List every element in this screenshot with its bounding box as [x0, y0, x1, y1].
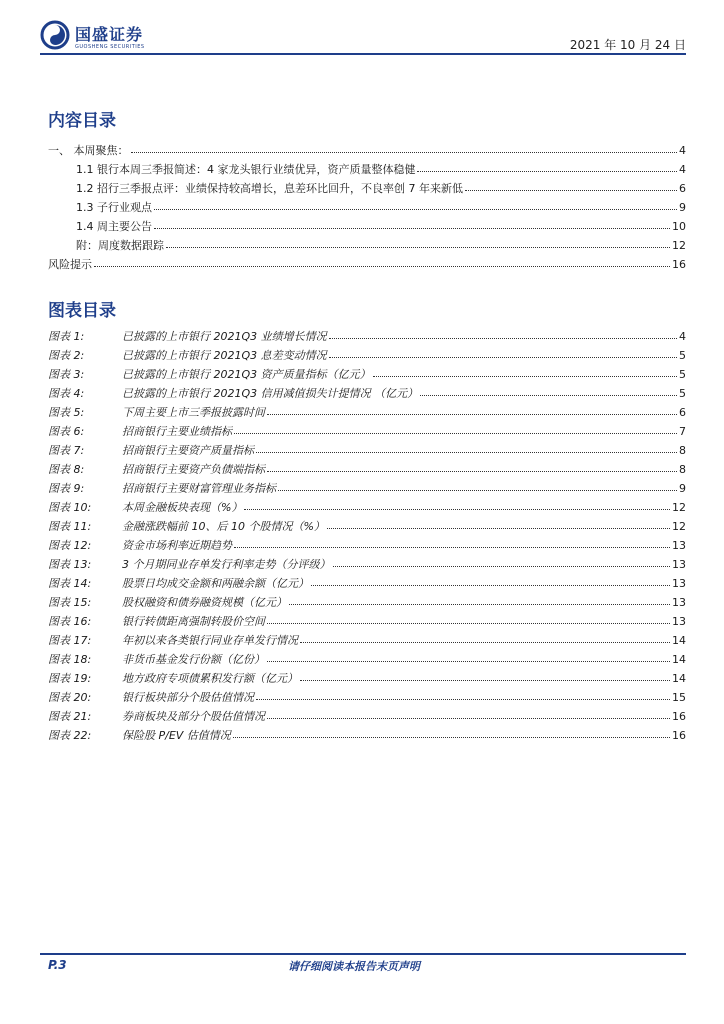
figure-number: 图表 19: [48, 672, 92, 685]
figure-page: 7 [679, 425, 686, 438]
logo-text: 国盛证券 [75, 25, 144, 44]
figure-number: 图表 1: [48, 330, 85, 343]
figure-number: 图表 4: [48, 387, 85, 400]
dot-leader [94, 257, 670, 267]
figure-page: 5 [679, 368, 686, 381]
figure-page: 14 [672, 653, 686, 666]
figure-entry[interactable] [48, 537, 686, 555]
figure-number: 图表 13: [48, 558, 92, 571]
figure-title: 金融涨跌幅前 10、后 10 个股情况（%） [122, 520, 325, 533]
dot-leader [256, 443, 677, 453]
dot-leader [154, 200, 677, 210]
figure-entry[interactable] [48, 423, 686, 441]
dot-leader [234, 538, 670, 548]
figure-page: 5 [679, 349, 686, 362]
toc-entry[interactable] [76, 161, 686, 179]
dot-leader [329, 329, 677, 339]
figure-number: 图表 2: [48, 349, 85, 362]
figure-title: 资金市场利率近期趋势 [122, 539, 232, 552]
toc-entry-label: 1.1 银行本周三季报简述：4 家龙头银行业绩优异，资产质量整体稳健 [76, 163, 416, 176]
figure-title: 银行转债距离强制转股价空间 [122, 615, 265, 628]
figure-number: 图表 8: [48, 463, 85, 476]
figure-number: 图表 17: [48, 634, 92, 647]
figure-entry[interactable] [48, 461, 686, 479]
figure-number: 图表 22: [48, 729, 92, 742]
figure-page: 13 [672, 539, 686, 552]
guosheng-logo-icon [40, 20, 70, 50]
figure-entry[interactable] [48, 727, 686, 745]
dot-leader [267, 709, 670, 719]
figure-entry[interactable] [48, 480, 686, 498]
figure-number: 图表 3: [48, 368, 85, 381]
figure-title: 年初以来各类银行同业存单发行情况 [122, 634, 298, 647]
figure-page: 14 [672, 634, 686, 647]
page-number: P.3 [48, 958, 67, 972]
figure-number: 图表 12: [48, 539, 92, 552]
figure-entry[interactable] [48, 651, 686, 669]
figure-page: 6 [679, 406, 686, 419]
figure-title: 股票日均成交金额和两融余额（亿元） [122, 577, 309, 590]
toc-entry-label: 一、 本周聚焦： [48, 144, 129, 157]
toc-entry-page: 4 [679, 144, 686, 157]
figure-title: 招商银行主要财富管理业务指标 [122, 482, 276, 495]
figure-title: 本周金融板块表现（%） [122, 501, 243, 514]
figure-entry[interactable] [48, 404, 686, 422]
toc-entry[interactable] [76, 237, 686, 255]
figure-title: 股权融资和债券融资规模（亿元） [122, 596, 287, 609]
logo-subtext: GUOSHENG SECURITIES [75, 44, 145, 50]
figure-page: 5 [679, 387, 686, 400]
toc-entry-page: 10 [672, 220, 686, 233]
dot-leader [373, 367, 677, 377]
figure-number: 图表 21: [48, 710, 92, 723]
report-date: 2021 年 10 月 24 日 [569, 38, 686, 52]
figure-page: 16 [672, 710, 686, 723]
figure-entry[interactable] [48, 670, 686, 688]
dot-leader [234, 424, 677, 434]
figure-title: 保险股 P/EV 估值情况 [122, 729, 231, 742]
figure-entry[interactable] [48, 575, 686, 593]
dot-leader [329, 348, 677, 358]
dot-leader [289, 595, 670, 605]
toc-entry[interactable] [48, 256, 686, 274]
dot-leader [311, 576, 670, 586]
figure-page: 13 [672, 615, 686, 628]
toc-entry-label: 附：周度数据跟踪 [76, 239, 164, 252]
dot-leader [267, 652, 670, 662]
figure-page: 13 [672, 577, 686, 590]
figure-number: 图表 7: [48, 444, 85, 457]
toc-entry-label: 1.4 周主要公告 [76, 220, 152, 233]
dot-leader [420, 386, 677, 396]
figure-title: 3 个月期同业存单发行利率走势（分评级） [122, 558, 331, 571]
figure-page: 16 [672, 729, 686, 742]
figure-title: 招商银行主要资产质量指标 [122, 444, 254, 457]
figure-entry[interactable] [48, 442, 686, 460]
figure-number: 图表 10: [48, 501, 92, 514]
dot-leader [333, 557, 671, 567]
figure-page: 15 [672, 691, 686, 704]
dot-leader [267, 614, 670, 624]
toc-entry-page: 12 [672, 239, 686, 252]
figure-page: 14 [672, 672, 686, 685]
figure-title: 已披露的上市银行 2021Q3 信用减值损失计提情况 （亿元） [122, 387, 419, 400]
figure-number: 图表 11: [48, 520, 92, 533]
figure-title: 已披露的上市银行 2021Q3 息差变动情况 [122, 349, 327, 362]
dot-leader [256, 690, 670, 700]
figure-title: 已披露的上市银行 2021Q3 业绩增长情况 [122, 330, 327, 343]
dot-leader [233, 728, 670, 738]
figure-entry[interactable] [48, 708, 686, 726]
figure-number: 图表 9: [48, 482, 85, 495]
figure-number: 图表 5: [48, 406, 85, 419]
figure-number: 图表 6: [48, 425, 85, 438]
footer-divider [40, 953, 686, 955]
figure-page: 13 [672, 596, 686, 609]
figure-title: 下周主要上市三季报披露时间 [122, 406, 265, 419]
company-logo [40, 18, 190, 58]
figure-entry[interactable] [48, 632, 686, 650]
dot-leader [244, 500, 670, 510]
figure-title: 地方政府专项债累积发行额（亿元） [122, 672, 298, 685]
toc-entry-label: 1.2 招行三季报点评：业绩保持较高增长，息差环比回升，不良率创 7 年来新低 [76, 182, 463, 195]
figure-page: 4 [679, 330, 686, 343]
figure-number: 图表 16: [48, 615, 92, 628]
figure-page: 9 [679, 482, 686, 495]
toc-entry-page: 6 [679, 182, 686, 195]
figure-entry[interactable] [48, 385, 686, 403]
toc-entry[interactable] [76, 218, 686, 236]
toc-entry[interactable] [76, 180, 686, 198]
dot-leader [417, 162, 677, 172]
toc-entry-page: 9 [679, 201, 686, 214]
figure-entry[interactable] [48, 613, 686, 631]
disclaimer-note: 请仔细阅读本报告末页声明 [288, 960, 420, 973]
figure-entry[interactable] [48, 689, 686, 707]
dot-leader [166, 238, 670, 248]
dot-leader [327, 519, 670, 529]
figure-title: 招商银行主要业绩指标 [122, 425, 232, 438]
figure-title: 非货币基金发行份额（亿份） [122, 653, 265, 666]
toc-entry-label: 1.3 子行业观点 [76, 201, 152, 214]
dot-leader [300, 671, 670, 681]
figure-entry[interactable] [48, 347, 686, 365]
figure-title: 银行板块部分个股估值情况 [122, 691, 254, 704]
toc-entry[interactable] [48, 142, 686, 160]
toc-entry-label: 风险提示 [48, 258, 92, 271]
figures-title: 图表目录 [48, 301, 116, 321]
header-divider [40, 53, 686, 55]
dot-leader [278, 481, 677, 491]
figure-number: 图表 18: [48, 653, 92, 666]
figure-entry[interactable] [48, 518, 686, 536]
dot-leader [300, 633, 670, 643]
figure-page: 8 [679, 463, 686, 476]
figure-entry[interactable] [48, 556, 686, 574]
dot-leader [154, 219, 670, 229]
figure-page: 8 [679, 444, 686, 457]
toc-entry-page: 16 [672, 258, 686, 271]
figure-entry[interactable] [48, 499, 686, 517]
figure-entry[interactable] [48, 594, 686, 612]
figure-number: 图表 20: [48, 691, 92, 704]
figure-number: 图表 15: [48, 596, 92, 609]
figure-title: 已披露的上市银行 2021Q3 资产质量指标（亿元） [122, 368, 371, 381]
figure-page: 12 [672, 501, 686, 514]
figure-page: 13 [672, 558, 686, 571]
figure-entry[interactable] [48, 366, 686, 384]
dot-leader [131, 143, 678, 153]
figure-entry[interactable] [48, 328, 686, 346]
contents-title: 内容目录 [48, 111, 116, 131]
toc-entry[interactable] [76, 199, 686, 217]
dot-leader [267, 462, 677, 472]
dot-leader [267, 405, 677, 415]
figure-number: 图表 14: [48, 577, 92, 590]
figure-page: 12 [672, 520, 686, 533]
toc-entry-page: 4 [679, 163, 686, 176]
dot-leader [465, 181, 677, 191]
figure-title: 券商板块及部分个股估值情况 [122, 710, 265, 723]
figure-title: 招商银行主要资产负债端指标 [122, 463, 265, 476]
